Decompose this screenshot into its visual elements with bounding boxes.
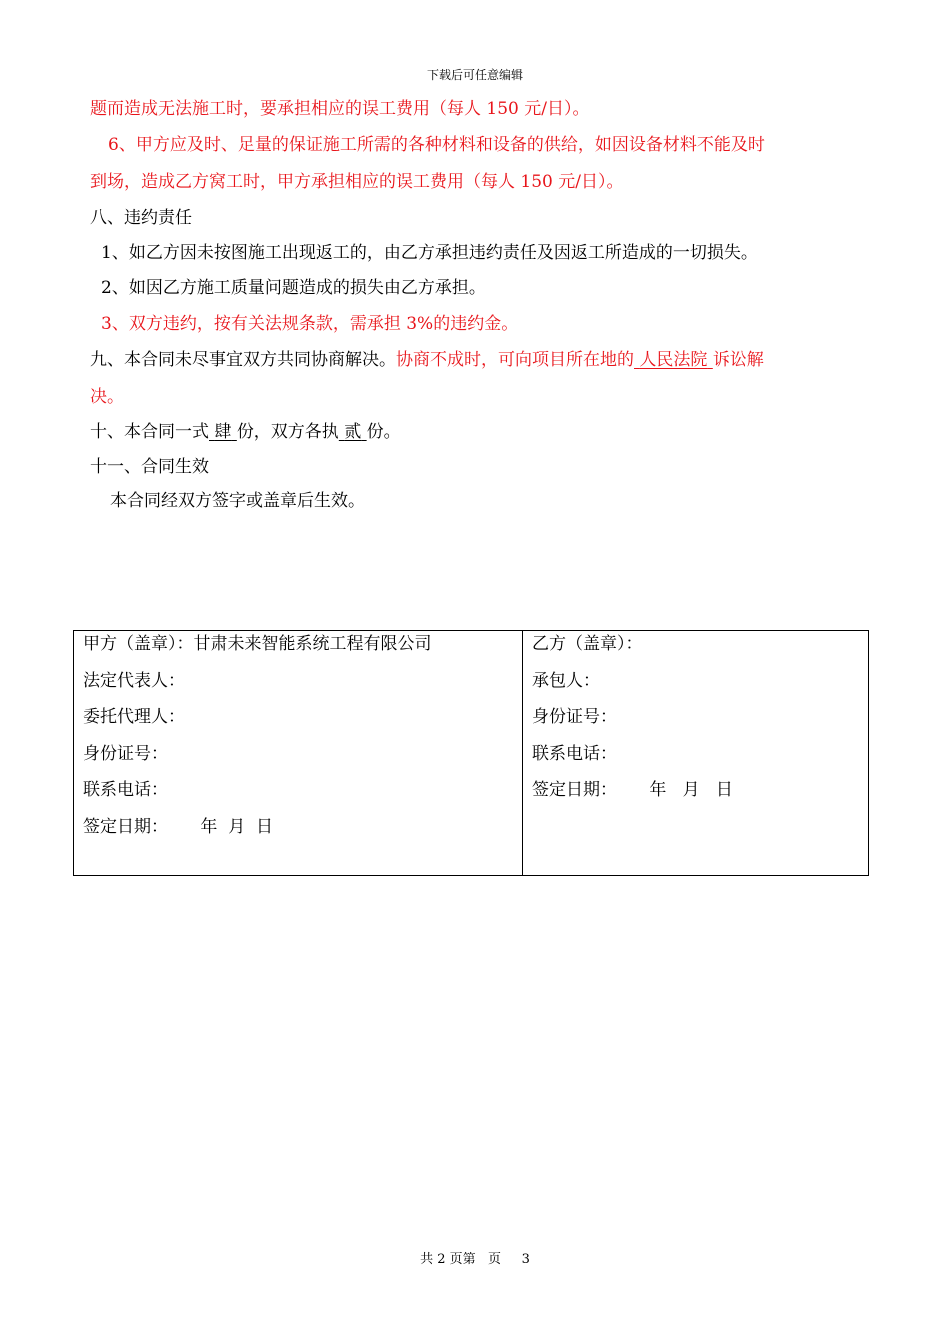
clause-8-2: 2、如因乙方施工质量问题造成的损失由乙方承担。 xyxy=(101,278,486,298)
copies-total-value: 肆 xyxy=(214,422,232,442)
clause-7-6-line1: 6、甲方应及时、足量的保证施工所需的各种材料和设备的供给，如因设备材料不能及时 xyxy=(108,135,765,155)
party-b-phone: 联系电话： xyxy=(532,743,617,764)
section-11-text: 本合同经双方签字或盖章后生效。 xyxy=(110,491,365,511)
section-9-court xyxy=(634,350,713,370)
party-b-id-number: 身份证号： xyxy=(532,707,617,728)
signature-table xyxy=(73,630,869,876)
section-11-title: 十一、合同生效 xyxy=(90,457,209,477)
section-9-dispute-text: 协商不成时，可向项目所在地的 xyxy=(396,350,634,370)
section-10 xyxy=(90,421,401,443)
section-10-text-b: 份，双方各执 xyxy=(236,422,339,442)
party-b-sign-date: 签定日期： 年 月 日 xyxy=(532,780,733,801)
party-a-sign-date: 签定日期： 年 月 日 xyxy=(83,816,274,837)
party-b-contractor: 承包人： xyxy=(532,670,600,691)
court-name: 人民法院 xyxy=(639,350,708,370)
party-b-seal: 乙方（盖章）： xyxy=(532,634,643,654)
copies-each-value: 贰 xyxy=(344,422,362,442)
party-a-id-number: 身份证号： xyxy=(83,743,168,764)
party-a-legal-rep: 法定代表人： xyxy=(83,670,185,691)
section-8-title: 八、违约责任 xyxy=(90,208,192,228)
copies-total xyxy=(209,422,237,442)
clause-8-1: 1、如乙方因未按图施工出现返工的，由乙方承担违约责任及因返工所造成的一切损失。 xyxy=(101,243,758,263)
clause-8-3: 3、双方违约，按有关法规条款，需承担 3%的违约金。 xyxy=(101,314,519,334)
section-9-text: 九、本合同未尽事宜双方共同协商解决。 xyxy=(90,350,396,370)
clause-7-6-line2: 到场，造成乙方窝工时，甲方承担相应的误工费用（每人 150 元/日）。 xyxy=(90,172,624,192)
party-a-agent: 委托代理人： xyxy=(83,707,185,728)
party-a-phone: 联系电话： xyxy=(83,780,168,801)
page-footer: 共 2 页第 页 3 xyxy=(420,1252,530,1267)
copies-each xyxy=(339,422,367,442)
section-10-text-c: 份。 xyxy=(366,422,401,442)
party-b-cell xyxy=(523,631,869,876)
section-10-text-a: 十、本合同一式 xyxy=(90,422,209,442)
section-9-line1 xyxy=(90,349,764,371)
clause-7-5-continued: 题而造成无法施工时，要承担相应的误工费用（每人 150 元/日）。 xyxy=(90,99,590,119)
section-9-litigation: 诉讼解 xyxy=(712,350,764,370)
section-9-line2: 决。 xyxy=(90,387,124,407)
party-a-cell xyxy=(74,631,523,876)
party-a-seal: 甲方（盖章）：甘肃未来智能系统工程有限公司 xyxy=(83,634,432,654)
page-header: 下载后可任意编辑 xyxy=(426,68,523,82)
